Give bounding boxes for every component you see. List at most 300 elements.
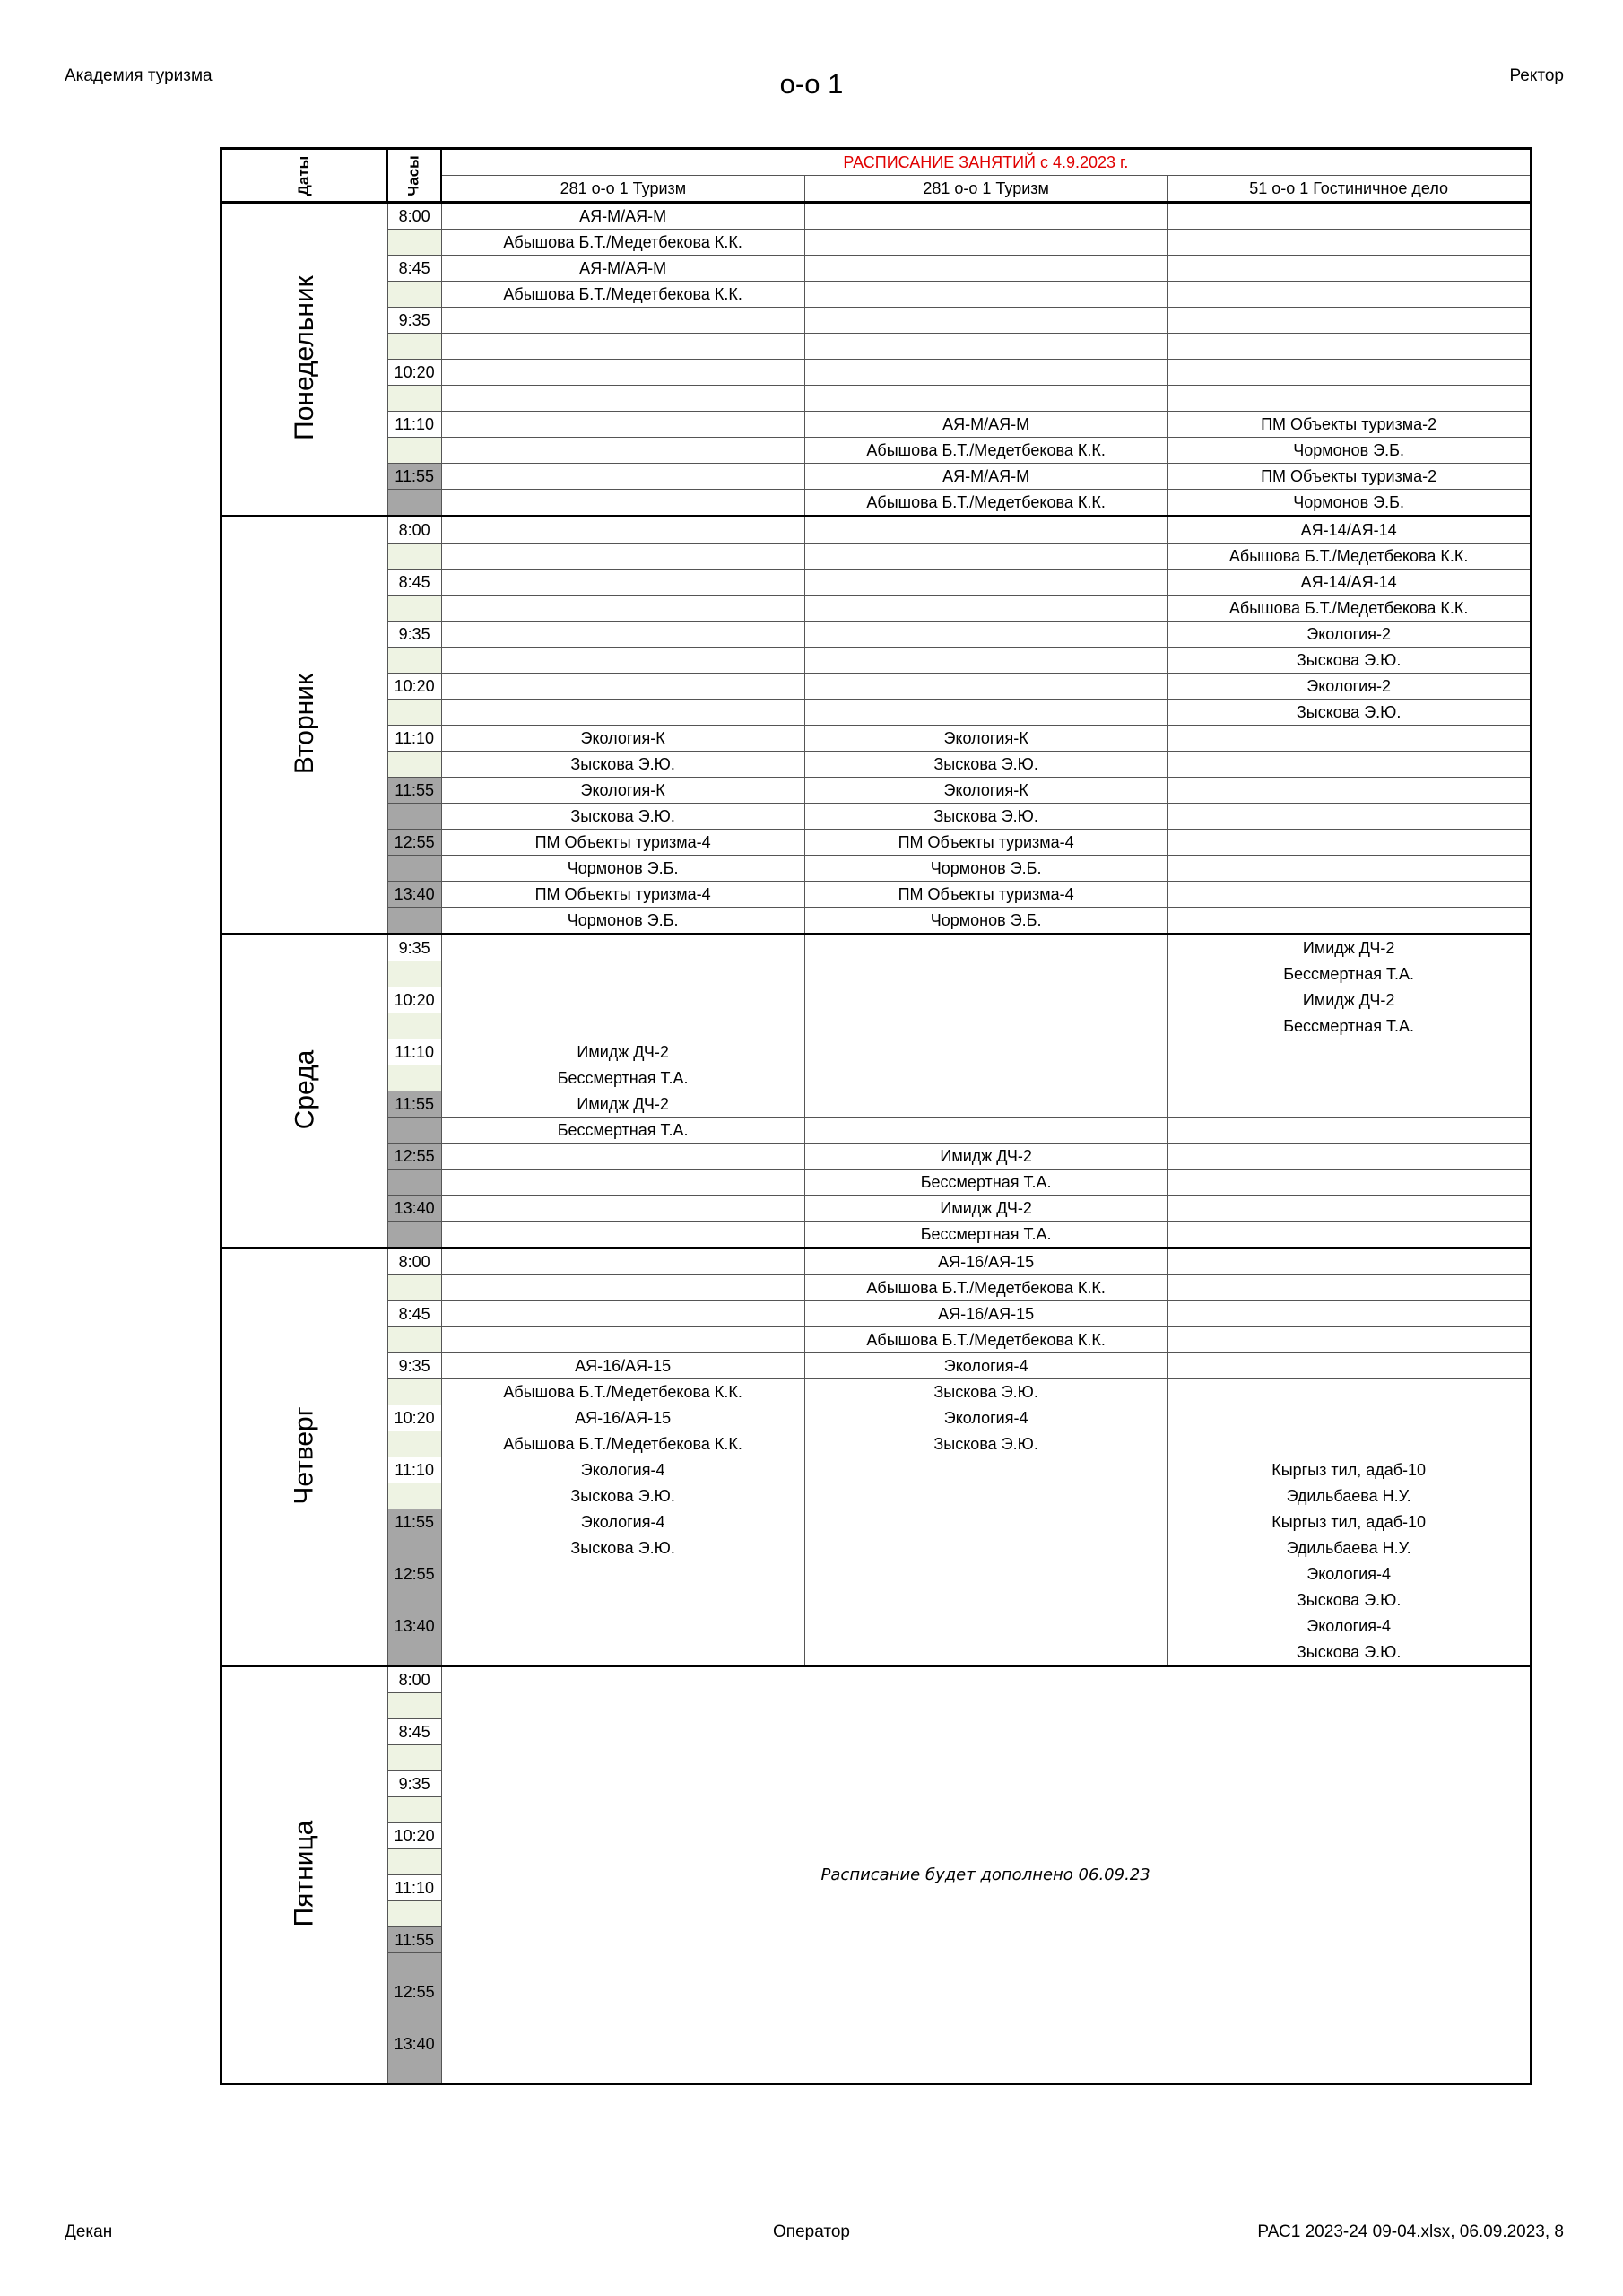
day-name: Понедельник bbox=[289, 275, 319, 440]
time-spacer bbox=[387, 1431, 441, 1457]
hours-header bbox=[387, 149, 441, 203]
teacher-cell: Бессмертная Т.А. bbox=[804, 1222, 1167, 1248]
table-row bbox=[221, 1666, 1532, 1693]
teacher-cell: Чормонов Э.Б. bbox=[804, 908, 1167, 935]
teacher-cell bbox=[441, 596, 804, 622]
time-cell: 11:10 bbox=[387, 412, 441, 438]
table-row bbox=[221, 490, 1532, 517]
teacher-cell bbox=[1167, 334, 1531, 360]
subject-cell: ПМ Объекты туризма-4 bbox=[804, 830, 1167, 856]
day-name: Среда bbox=[289, 1049, 319, 1130]
time-cell: 13:40 bbox=[387, 882, 441, 908]
subject-cell bbox=[804, 1039, 1167, 1065]
hours-label: Часы bbox=[405, 155, 423, 196]
teacher-cell bbox=[1167, 908, 1531, 935]
table-row bbox=[221, 1379, 1532, 1405]
teacher-cell bbox=[441, 1639, 804, 1666]
teacher-cell: Зыскова Э.Ю. bbox=[1167, 700, 1531, 726]
teacher-cell: Бессмертная Т.А. bbox=[441, 1118, 804, 1144]
time-cell: 13:40 bbox=[387, 1196, 441, 1222]
table-row bbox=[221, 1013, 1532, 1039]
subject-cell: Экология-4 bbox=[804, 1405, 1167, 1431]
subject-cell bbox=[441, 1248, 804, 1275]
table-row bbox=[221, 987, 1532, 1013]
teacher-cell: Зыскова Э.Ю. bbox=[804, 804, 1167, 830]
time-cell: 8:45 bbox=[387, 1301, 441, 1327]
teacher-cell: Бессмертная Т.А. bbox=[1167, 961, 1531, 987]
teacher-cell bbox=[804, 1535, 1167, 1561]
time-cell: 13:40 bbox=[387, 1613, 441, 1639]
subject-cell bbox=[804, 935, 1167, 961]
table-row bbox=[221, 1118, 1532, 1144]
subject-cell: Экология-4 bbox=[804, 1353, 1167, 1379]
subject-cell: Имидж ДЧ-2 bbox=[1167, 935, 1531, 961]
table-row bbox=[221, 700, 1532, 726]
teacher-cell bbox=[441, 334, 804, 360]
table-row bbox=[221, 1065, 1532, 1091]
table-row bbox=[221, 1039, 1532, 1065]
teacher-cell: Абышова Б.Т./Медетбекова К.К. bbox=[441, 1379, 804, 1405]
time-spacer bbox=[387, 700, 441, 726]
subject-cell bbox=[1167, 256, 1531, 282]
header-center: о-о 1 bbox=[779, 68, 844, 100]
table-row bbox=[221, 1301, 1532, 1327]
teacher-cell bbox=[804, 596, 1167, 622]
column-header: 281 о-о 1 Туризм bbox=[804, 176, 1167, 203]
table-row bbox=[221, 1170, 1532, 1196]
subject-cell bbox=[441, 1144, 804, 1170]
time-cell: 10:20 bbox=[387, 987, 441, 1013]
subject-cell: Имидж ДЧ-2 bbox=[804, 1196, 1167, 1222]
subject-cell bbox=[441, 1196, 804, 1222]
teacher-cell bbox=[804, 1013, 1167, 1039]
dates-label: Даты bbox=[295, 155, 313, 196]
teacher-cell: Абышова Б.Т./Медетбекова К.К. bbox=[804, 1275, 1167, 1301]
teacher-cell: Эдильбаева Н.У. bbox=[1167, 1535, 1531, 1561]
teacher-cell bbox=[1167, 1222, 1531, 1248]
teacher-cell bbox=[441, 544, 804, 570]
subject-cell bbox=[441, 570, 804, 596]
table-row bbox=[221, 1561, 1532, 1587]
time-spacer bbox=[387, 856, 441, 882]
time-spacer bbox=[387, 386, 441, 412]
subject-cell bbox=[1167, 1144, 1531, 1170]
subject-cell bbox=[804, 203, 1167, 230]
header-left: Академия туризма bbox=[65, 66, 213, 85]
time-spacer bbox=[387, 2005, 441, 2031]
teacher-cell bbox=[1167, 386, 1531, 412]
teacher-cell bbox=[804, 700, 1167, 726]
time-spacer bbox=[387, 1222, 441, 1248]
teacher-cell bbox=[804, 386, 1167, 412]
subject-cell bbox=[804, 1457, 1167, 1483]
subject-cell: Экология-2 bbox=[1167, 622, 1531, 648]
subject-cell bbox=[1167, 778, 1531, 804]
schedule-table bbox=[220, 147, 1532, 2085]
subject-cell bbox=[1167, 830, 1531, 856]
table-row bbox=[221, 570, 1532, 596]
time-spacer bbox=[387, 282, 441, 308]
time-cell: 9:35 bbox=[387, 1771, 441, 1797]
teacher-cell: Зыскова Э.Ю. bbox=[1167, 1639, 1531, 1666]
day-name: Пятница bbox=[289, 1820, 319, 1927]
subject-cell bbox=[1167, 1196, 1531, 1222]
table-row bbox=[221, 622, 1532, 648]
subject-cell: Экология-4 bbox=[1167, 1561, 1531, 1587]
subject-cell bbox=[441, 1561, 804, 1587]
friday-note: Расписание будет дополнено 06.09.23 bbox=[441, 1666, 1531, 2084]
subject-cell: АЯ-16/АЯ-15 bbox=[804, 1301, 1167, 1327]
schedule-title: РАСПИСАНИЕ ЗАНЯТИЙ с 4.9.2023 г. bbox=[441, 149, 1531, 176]
time-cell: 11:55 bbox=[387, 464, 441, 490]
table-row bbox=[221, 1222, 1532, 1248]
table-row bbox=[221, 334, 1532, 360]
teacher-cell: Абышова Б.Т./Медетбекова К.К. bbox=[441, 230, 804, 256]
subject-cell bbox=[441, 935, 804, 961]
teacher-cell bbox=[804, 648, 1167, 674]
time-cell: 12:55 bbox=[387, 1979, 441, 2005]
teacher-cell bbox=[804, 544, 1167, 570]
time-spacer bbox=[387, 961, 441, 987]
subject-cell: Имидж ДЧ-2 bbox=[441, 1039, 804, 1065]
subject-cell bbox=[804, 360, 1167, 386]
subject-cell: Экология-К bbox=[441, 778, 804, 804]
subject-cell bbox=[804, 517, 1167, 544]
table-row bbox=[221, 648, 1532, 674]
subject-cell: ПМ Объекты туризма-4 bbox=[804, 882, 1167, 908]
teacher-cell bbox=[441, 700, 804, 726]
subject-cell: Экология-4 bbox=[441, 1509, 804, 1535]
teacher-cell: Бессмертная Т.А. bbox=[441, 1065, 804, 1091]
teacher-cell bbox=[1167, 804, 1531, 830]
subject-cell: ПМ Объекты туризма-2 bbox=[1167, 412, 1531, 438]
subject-cell bbox=[1167, 308, 1531, 334]
day-cell bbox=[221, 203, 388, 517]
teacher-cell: Чормонов Э.Б. bbox=[441, 856, 804, 882]
table-row bbox=[221, 1275, 1532, 1301]
teacher-cell: Зыскова Э.Ю. bbox=[441, 1535, 804, 1561]
time-cell: 11:10 bbox=[387, 726, 441, 752]
subject-cell bbox=[804, 308, 1167, 334]
subject-cell: Экология-К bbox=[804, 778, 1167, 804]
table-row bbox=[221, 1509, 1532, 1535]
teacher-cell bbox=[441, 1013, 804, 1039]
teacher-cell: Абышова Б.Т./Медетбекова К.К. bbox=[1167, 596, 1531, 622]
subject-cell: АЯ-16/АЯ-15 bbox=[441, 1353, 804, 1379]
time-spacer bbox=[387, 1535, 441, 1561]
table-row bbox=[221, 438, 1532, 464]
time-spacer bbox=[387, 544, 441, 570]
teacher-cell bbox=[1167, 1118, 1531, 1144]
teacher-cell: Чормонов Э.Б. bbox=[1167, 490, 1531, 517]
time-spacer bbox=[387, 334, 441, 360]
teacher-cell: Зыскова Э.Ю. bbox=[804, 752, 1167, 778]
time-cell: 13:40 bbox=[387, 2031, 441, 2057]
teacher-cell bbox=[441, 1275, 804, 1301]
table-row bbox=[221, 544, 1532, 570]
teacher-cell bbox=[441, 438, 804, 464]
table-row bbox=[221, 856, 1532, 882]
time-spacer bbox=[387, 804, 441, 830]
subject-cell: Экология-4 bbox=[441, 1457, 804, 1483]
time-spacer bbox=[387, 438, 441, 464]
teacher-cell: Эдильбаева Н.У. bbox=[1167, 1483, 1531, 1509]
teacher-cell bbox=[441, 1170, 804, 1196]
subject-cell bbox=[441, 987, 804, 1013]
time-cell: 8:00 bbox=[387, 1248, 441, 1275]
table-row bbox=[221, 1327, 1532, 1353]
subject-cell: АЯ-М/АЯ-М bbox=[441, 203, 804, 230]
teacher-cell: Абышова Б.Т./Медетбекова К.К. bbox=[804, 438, 1167, 464]
header-right: Ректор bbox=[1509, 66, 1564, 85]
subject-cell: Экология-К bbox=[804, 726, 1167, 752]
table-row bbox=[221, 1639, 1532, 1666]
subject-cell bbox=[441, 412, 804, 438]
table-row bbox=[221, 1457, 1532, 1483]
teacher-cell bbox=[1167, 1327, 1531, 1353]
teacher-cell: Зыскова Э.Ю. bbox=[1167, 648, 1531, 674]
time-cell: 10:20 bbox=[387, 1405, 441, 1431]
subject-cell bbox=[1167, 1091, 1531, 1118]
table-row bbox=[221, 1587, 1532, 1613]
teacher-cell bbox=[441, 1327, 804, 1353]
teacher-cell: Чормонов Э.Б. bbox=[804, 856, 1167, 882]
subject-cell: Экология-2 bbox=[1167, 674, 1531, 700]
time-spacer bbox=[387, 1065, 441, 1091]
time-spacer bbox=[387, 1483, 441, 1509]
subject-cell: АЯ-М/АЯ-М bbox=[804, 464, 1167, 490]
table-row bbox=[221, 386, 1532, 412]
day-name: Четверг bbox=[289, 1406, 319, 1505]
day-cell bbox=[221, 517, 388, 935]
teacher-cell bbox=[804, 1639, 1167, 1666]
time-cell: 10:20 bbox=[387, 360, 441, 386]
teacher-cell bbox=[1167, 230, 1531, 256]
table-row bbox=[221, 308, 1532, 334]
time-spacer bbox=[387, 1379, 441, 1405]
subject-cell bbox=[1167, 1039, 1531, 1065]
table-row bbox=[221, 203, 1532, 230]
time-cell: 11:10 bbox=[387, 1039, 441, 1065]
teacher-cell bbox=[441, 648, 804, 674]
table-row bbox=[221, 908, 1532, 935]
teacher-cell: Абышова Б.Т./Медетбекова К.К. bbox=[804, 490, 1167, 517]
time-cell: 8:45 bbox=[387, 570, 441, 596]
teacher-cell bbox=[1167, 282, 1531, 308]
subject-cell: Имидж ДЧ-2 bbox=[441, 1091, 804, 1118]
time-cell: 9:35 bbox=[387, 1353, 441, 1379]
subject-cell: ПМ Объекты туризма-4 bbox=[441, 830, 804, 856]
teacher-cell bbox=[804, 282, 1167, 308]
table-row bbox=[221, 256, 1532, 282]
teacher-cell bbox=[1167, 856, 1531, 882]
time-spacer bbox=[387, 1745, 441, 1771]
time-spacer bbox=[387, 1849, 441, 1875]
teacher-cell bbox=[1167, 1431, 1531, 1457]
subject-cell bbox=[804, 1561, 1167, 1587]
time-cell: 11:55 bbox=[387, 1509, 441, 1535]
time-cell: 11:55 bbox=[387, 1091, 441, 1118]
subject-cell bbox=[441, 360, 804, 386]
table-row bbox=[221, 230, 1532, 256]
subject-cell: АЯ-16/АЯ-15 bbox=[441, 1405, 804, 1431]
time-cell: 9:35 bbox=[387, 308, 441, 334]
subject-cell: Экология-4 bbox=[1167, 1613, 1531, 1639]
table-row bbox=[221, 1431, 1532, 1457]
subject-cell bbox=[804, 1509, 1167, 1535]
subject-cell bbox=[1167, 726, 1531, 752]
footer-center: Оператор bbox=[773, 2222, 850, 2241]
teacher-cell: Зыскова Э.Ю. bbox=[441, 1483, 804, 1509]
teacher-cell: Зыскова Э.Ю. bbox=[441, 752, 804, 778]
time-spacer bbox=[387, 1170, 441, 1196]
time-spacer bbox=[387, 1639, 441, 1666]
time-spacer bbox=[387, 1327, 441, 1353]
teacher-cell bbox=[1167, 752, 1531, 778]
table-row bbox=[221, 1535, 1532, 1561]
table-row bbox=[221, 674, 1532, 700]
subject-cell: Экология-К bbox=[441, 726, 804, 752]
column-header: 281 о-о 1 Туризм bbox=[441, 176, 804, 203]
subject-cell: АЯ-14/АЯ-14 bbox=[1167, 570, 1531, 596]
table-row bbox=[221, 1248, 1532, 1275]
subject-cell: Кыргыз тил, адаб-10 bbox=[1167, 1509, 1531, 1535]
time-cell: 8:00 bbox=[387, 203, 441, 230]
time-spacer bbox=[387, 648, 441, 674]
subject-cell bbox=[1167, 1301, 1531, 1327]
time-cell: 11:10 bbox=[387, 1457, 441, 1483]
table-row bbox=[221, 726, 1532, 752]
subject-cell bbox=[441, 308, 804, 334]
subject-cell: АЯ-М/АЯ-М bbox=[804, 412, 1167, 438]
day-cell bbox=[221, 1248, 388, 1666]
teacher-cell: Абышова Б.Т./Медетбекова К.К. bbox=[441, 282, 804, 308]
time-spacer bbox=[387, 1901, 441, 1927]
time-spacer bbox=[387, 1013, 441, 1039]
time-spacer bbox=[387, 1275, 441, 1301]
subject-cell bbox=[804, 1613, 1167, 1639]
teacher-cell bbox=[441, 1222, 804, 1248]
teacher-cell bbox=[804, 230, 1167, 256]
day-cell bbox=[221, 1666, 388, 2084]
subject-cell: ПМ Объекты туризма-4 bbox=[441, 882, 804, 908]
footer-left: Декан bbox=[65, 2222, 113, 2241]
teacher-cell bbox=[804, 1587, 1167, 1613]
time-cell: 8:00 bbox=[387, 517, 441, 544]
time-cell: 11:55 bbox=[387, 1927, 441, 1953]
subject-cell bbox=[804, 1091, 1167, 1118]
teacher-cell: Зыскова Э.Ю. bbox=[1167, 1587, 1531, 1613]
teacher-cell bbox=[441, 1587, 804, 1613]
subject-cell: АЯ-14/АЯ-14 bbox=[1167, 517, 1531, 544]
teacher-cell: Чормонов Э.Б. bbox=[441, 908, 804, 935]
subject-cell: Имидж ДЧ-2 bbox=[1167, 987, 1531, 1013]
teacher-cell bbox=[804, 1065, 1167, 1091]
table-row bbox=[221, 935, 1532, 961]
time-cell: 10:20 bbox=[387, 1823, 441, 1849]
teacher-cell: Чормонов Э.Б. bbox=[1167, 438, 1531, 464]
column-header: 51 о-о 1 Гостиничное дело bbox=[1167, 176, 1531, 203]
time-spacer bbox=[387, 1797, 441, 1823]
table-row bbox=[221, 596, 1532, 622]
teacher-cell bbox=[1167, 1065, 1531, 1091]
time-cell: 10:20 bbox=[387, 674, 441, 700]
subject-cell bbox=[441, 622, 804, 648]
time-cell: 8:45 bbox=[387, 256, 441, 282]
teacher-cell bbox=[804, 1483, 1167, 1509]
day-name: Вторник bbox=[289, 673, 319, 775]
time-cell: 9:35 bbox=[387, 935, 441, 961]
subject-cell bbox=[1167, 203, 1531, 230]
time-spacer bbox=[387, 752, 441, 778]
subject-cell bbox=[804, 622, 1167, 648]
table-row bbox=[221, 961, 1532, 987]
table-row bbox=[221, 882, 1532, 908]
teacher-cell bbox=[441, 386, 804, 412]
subject-cell: АЯ-16/АЯ-15 bbox=[804, 1248, 1167, 1275]
time-cell: 12:55 bbox=[387, 1561, 441, 1587]
subject-cell bbox=[441, 464, 804, 490]
teacher-cell: Зыскова Э.Ю. bbox=[804, 1431, 1167, 1457]
table-row bbox=[221, 412, 1532, 438]
teacher-cell: Бессмертная Т.А. bbox=[804, 1170, 1167, 1196]
subject-cell bbox=[1167, 360, 1531, 386]
time-spacer bbox=[387, 1587, 441, 1613]
subject-cell bbox=[1167, 1248, 1531, 1275]
footer-right: РАС1 2023-24 09-04.xlsx, 06.09.2023, 8 bbox=[1257, 2222, 1564, 2241]
time-spacer bbox=[387, 490, 441, 517]
table-row bbox=[221, 752, 1532, 778]
time-spacer bbox=[387, 2057, 441, 2084]
teacher-cell: Зыскова Э.Ю. bbox=[804, 1379, 1167, 1405]
teacher-cell: Зыскова Э.Ю. bbox=[441, 804, 804, 830]
day-cell bbox=[221, 935, 388, 1248]
teacher-cell bbox=[441, 961, 804, 987]
time-cell: 11:10 bbox=[387, 1875, 441, 1901]
teacher-cell: Абышова Б.Т./Медетбекова К.К. bbox=[804, 1327, 1167, 1353]
table-row bbox=[221, 1405, 1532, 1431]
table-row bbox=[221, 1196, 1532, 1222]
subject-cell bbox=[1167, 882, 1531, 908]
time-spacer bbox=[387, 908, 441, 935]
subject-cell bbox=[804, 987, 1167, 1013]
table-row bbox=[221, 1091, 1532, 1118]
time-cell: 9:35 bbox=[387, 622, 441, 648]
subject-cell bbox=[804, 256, 1167, 282]
table-row bbox=[221, 517, 1532, 544]
subject-cell bbox=[441, 1301, 804, 1327]
subject-cell bbox=[1167, 1353, 1531, 1379]
time-spacer bbox=[387, 1953, 441, 1979]
table-row bbox=[221, 1144, 1532, 1170]
table-row bbox=[221, 464, 1532, 490]
table-row bbox=[221, 1353, 1532, 1379]
time-cell: 8:00 bbox=[387, 1666, 441, 1693]
subject-cell bbox=[441, 517, 804, 544]
subject-cell: ПМ Объекты туризма-2 bbox=[1167, 464, 1531, 490]
teacher-cell: Абышова Б.Т./Медетбекова К.К. bbox=[1167, 544, 1531, 570]
teacher-cell bbox=[1167, 1275, 1531, 1301]
subject-cell bbox=[1167, 1405, 1531, 1431]
teacher-cell bbox=[1167, 1379, 1531, 1405]
table-row bbox=[221, 804, 1532, 830]
table-row bbox=[221, 778, 1532, 804]
teacher-cell bbox=[804, 961, 1167, 987]
time-cell: 8:45 bbox=[387, 1719, 441, 1745]
subject-cell: Имидж ДЧ-2 bbox=[804, 1144, 1167, 1170]
table-row bbox=[221, 830, 1532, 856]
table-row bbox=[221, 1483, 1532, 1509]
